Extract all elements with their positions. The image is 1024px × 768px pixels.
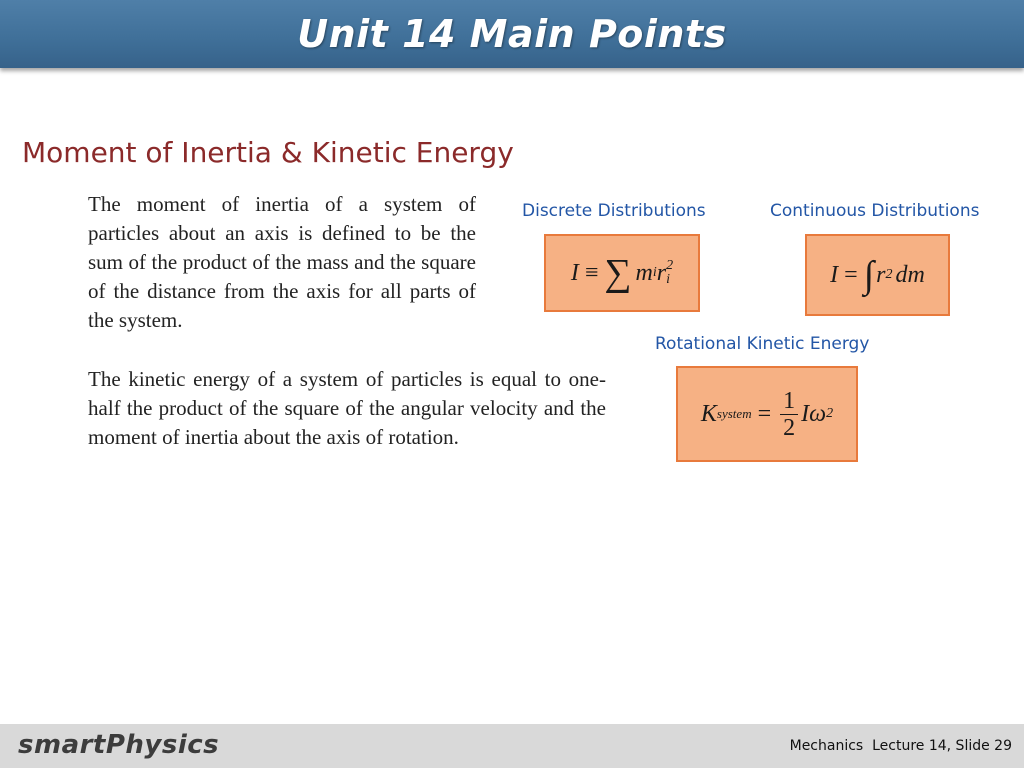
discrete-rel: ≡	[584, 259, 599, 286]
continuous-lhs: I	[830, 261, 839, 288]
continuous-formula	[805, 234, 950, 316]
kinetic-paragraph: The kinetic energy of a system of particles is equal to one-half the product of the square of the angular velocity and the moment of inertia about the axis of rotation.	[88, 367, 606, 449]
discrete-label: Discrete Distributions	[522, 201, 706, 221]
discrete-radius-sup: 2	[666, 258, 674, 273]
slide-title: Unit 14 Main Points	[297, 12, 727, 56]
discrete-formula	[544, 234, 700, 312]
integral-symbol: ∫	[863, 254, 875, 296]
smartphysics-logo: smartPhysics	[18, 730, 220, 760]
discrete-lhs: I	[570, 259, 579, 286]
fraction-numerator: 1	[780, 388, 798, 415]
discrete-radius: r	[656, 259, 667, 286]
discrete-mass-sub: i	[652, 265, 657, 280]
one-half-fraction	[780, 388, 798, 441]
footer-bar	[0, 724, 1024, 768]
kinetic-tail: Iω	[801, 400, 827, 427]
slide-info: Mechanics Lecture 14, Slide 29	[789, 738, 1012, 754]
sum-symbol: ∑	[604, 252, 632, 294]
fraction-denominator: 2	[783, 414, 796, 441]
discrete-mass: m	[635, 259, 653, 286]
kinetic-formula	[676, 366, 858, 462]
kinetic-lhs: K	[700, 400, 717, 427]
inertia-paragraph: The moment of inertia of a system of particles about an axis is defined to be the sum of the product of the mass and the square of the distance from the axis for all parts of the system.	[88, 192, 476, 332]
continuous-label: Continuous Distributions	[770, 201, 980, 221]
kinetic-rel: =	[757, 400, 772, 427]
discrete-radius-sub: i	[666, 272, 670, 287]
kinetic-label: Rotational Kinetic Energy	[655, 334, 870, 354]
kinetic-lhs-sub: system	[716, 406, 752, 421]
continuous-radius: r	[876, 261, 886, 288]
continuous-radius-sup: 2	[885, 267, 893, 282]
kinetic-tail-sup: 2	[826, 406, 834, 421]
title-bar	[0, 0, 1024, 68]
continuous-dm: dm	[895, 261, 925, 288]
continuous-rel: =	[844, 261, 858, 288]
section-heading: Moment of Inertia & Kinetic Energy	[22, 136, 514, 169]
